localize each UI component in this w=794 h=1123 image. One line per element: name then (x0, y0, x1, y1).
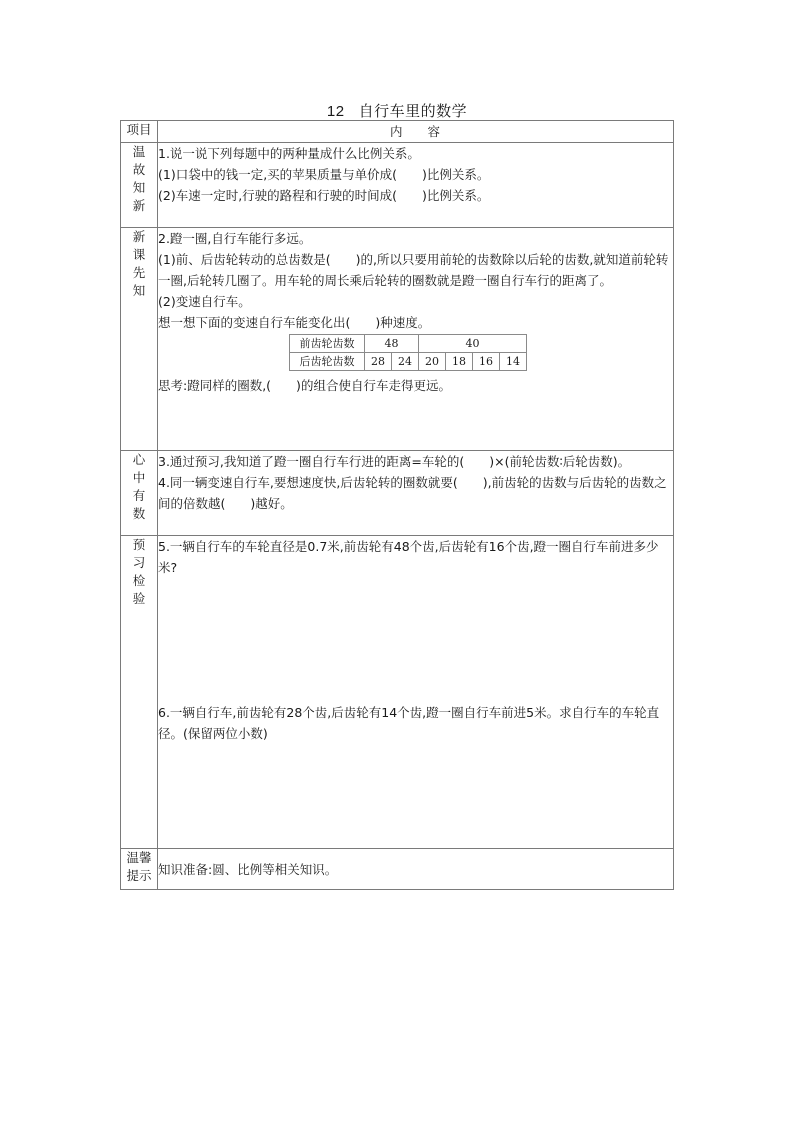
label-char: 知 (132, 283, 146, 298)
gear-rear-value: 24 (392, 353, 419, 371)
gear-rear-value: 16 (473, 353, 500, 371)
label-char: 检 (132, 573, 146, 588)
gear-rear-label: 后齿轮齿数 (290, 353, 365, 371)
question-2-think: 思考:蹬同样的圈数,( )的组合使自行车走得更远。 (158, 378, 451, 393)
header-project: 项目 (121, 121, 158, 143)
gear-front-value: 48 (365, 335, 419, 353)
header-row (121, 121, 674, 143)
lesson-number: 12 (326, 103, 345, 120)
header-content-char-2: 容 (427, 124, 442, 139)
gear-front-label: 前齿轮齿数 (290, 335, 365, 353)
gear-table (289, 334, 527, 371)
gear-row-rear (290, 353, 527, 371)
label-char: 数 (132, 506, 146, 521)
label-char: 温馨 (126, 850, 152, 865)
question-1: 1.说一说下列每题中的两种量成什么比例关系。 (158, 146, 420, 161)
section-label-xinke (121, 228, 158, 451)
label-char: 课 (132, 247, 146, 262)
label-char: 温 (132, 144, 146, 159)
label-char: 中 (132, 470, 146, 485)
section-wengu (121, 143, 674, 228)
question-3: 3.通过预习,我知道了蹬一圈自行车行进的距离=车轮的( )×(前轮齿数∶后轮齿数)。 (158, 454, 631, 469)
gear-front-value: 40 (419, 335, 527, 353)
section-label-wengu (121, 143, 158, 228)
page-title (0, 100, 794, 121)
question-1-item-2: (2)车速一定时,行驶的路程和行驶的时间成( )比例关系。 (158, 188, 490, 203)
label-char: 提示 (126, 868, 152, 883)
section-content-xinzhong (158, 451, 674, 536)
section-xinke (121, 228, 674, 451)
question-2-item-1: (1)前、后齿轮转动的总齿数是( )的,所以只要用前轮的齿数除以后轮的齿数,就知道前轮转一圈,后轮转几圈了。用车轮的周长乘后轮转的圈数就是蹬一圈自行车行的距离了。 (158, 252, 669, 288)
worksheet-table (120, 120, 674, 890)
label-char: 有 (132, 488, 146, 503)
gear-rear-value: 28 (365, 353, 392, 371)
section-xinzhong (121, 451, 674, 536)
header-content-char-1: 内 (389, 124, 404, 139)
label-char: 预 (132, 537, 146, 552)
gear-row-front (290, 335, 527, 353)
question-5: 5.一辆自行车的车轮直径是0.7米,前齿轮有48个齿,后齿轮有16个齿,蹬一圈自行车前进多少米? (158, 539, 659, 575)
section-label-yuxi (121, 536, 158, 849)
question-1-item-1: (1)口袋中的钱一定,买的苹果质量与单价成( )比例关系。 (158, 167, 490, 182)
label-char: 故 (132, 162, 146, 177)
label-char: 心 (132, 452, 146, 467)
section-content-xinke (158, 228, 674, 451)
header-content (158, 121, 674, 143)
label-char: 新 (132, 229, 146, 244)
gear-rear-value: 18 (446, 353, 473, 371)
question-4: 4.同一辆变速自行车,要想速度快,后齿轮转的圈数就要( ),前齿轮的齿数与后齿轮的齿数之间的倍数越( )越好。 (158, 475, 667, 511)
label-char: 习 (132, 555, 146, 570)
section-content-yuxi (158, 536, 674, 849)
tip-text: 知识准备:圆、比例等相关知识。 (158, 849, 674, 890)
gear-rear-value: 14 (500, 353, 527, 371)
section-label-tip (121, 849, 158, 890)
lesson-title: 自行车里的数学 (358, 102, 468, 120)
label-char: 新 (132, 198, 146, 213)
section-yuxi (121, 536, 674, 849)
gear-rear-value: 20 (419, 353, 446, 371)
question-2-prompt: 想一想下面的变速自行车能变化出( )种速度。 (158, 315, 431, 330)
section-content-wengu (158, 143, 674, 228)
question-2: 2.蹬一圈,自行车能行多远。 (158, 231, 312, 246)
label-char: 验 (132, 591, 146, 606)
label-char: 知 (132, 180, 146, 195)
section-label-xinzhong (121, 451, 158, 536)
label-char: 先 (132, 265, 146, 280)
question-6: 6.一辆自行车,前齿轮有28个齿,后齿轮有14个齿,蹬一圈自行车前进5米。求自行车的车轮直径。(保留两位小数) (158, 705, 660, 741)
question-2-item-2: (2)变速自行车。 (158, 294, 251, 309)
section-tip (121, 849, 674, 890)
